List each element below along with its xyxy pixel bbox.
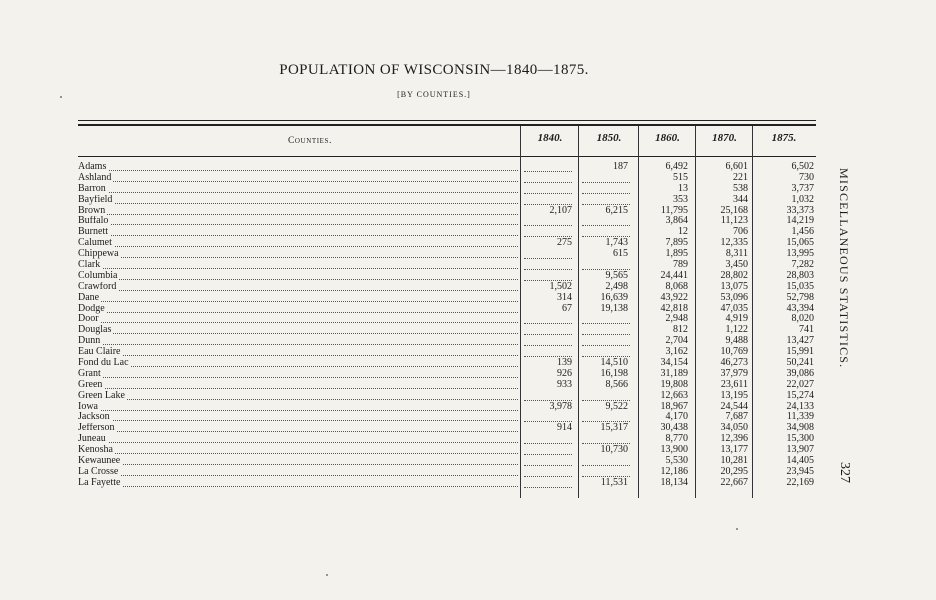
- empty-cell-leader: [582, 195, 630, 205]
- population-cell: 14,405: [786, 455, 814, 467]
- county-name-cell: [78, 391, 520, 402]
- paper-speck: [326, 574, 328, 576]
- population-cell: 9,522: [605, 400, 628, 412]
- population-cell: 43,922: [660, 291, 688, 303]
- population-cell: 25,168: [720, 204, 748, 216]
- population-cell: 1,122: [725, 324, 748, 336]
- top-rule: [78, 120, 816, 121]
- table-row: [78, 271, 818, 282]
- population-cell: 730: [799, 171, 814, 183]
- table-row: [78, 216, 818, 227]
- population-cell: 28,803: [786, 269, 814, 281]
- page-title: POPULATION OF WISCONSIN—1840—1875.: [279, 62, 589, 78]
- empty-cell-leader: [582, 184, 630, 194]
- county-name-cell: [78, 206, 520, 217]
- population-cell: 24,441: [660, 269, 688, 281]
- empty-cell-leader: [524, 478, 572, 488]
- table-row: [78, 195, 818, 206]
- table-row: [78, 478, 818, 489]
- county-name-cell: [78, 467, 520, 478]
- county-name-cell: [78, 216, 520, 227]
- table-row: [78, 173, 818, 184]
- header-year-1870: 1870.: [712, 132, 737, 144]
- header-year-1840: 1840.: [537, 132, 563, 144]
- population-cell: 15,317: [600, 422, 628, 434]
- population-cell: 13,195: [720, 389, 748, 401]
- population-cell: 13,900: [660, 444, 688, 456]
- empty-cell-leader: [524, 227, 572, 237]
- county-name: Dodge: [78, 303, 105, 314]
- header-year-1850: 1850.: [596, 132, 622, 144]
- population-cell: 314: [557, 291, 572, 303]
- population-cell: 18,967: [660, 400, 688, 412]
- county-name-cell: [78, 478, 520, 489]
- population-cell: 933: [557, 378, 572, 390]
- empty-cell-leader: [582, 314, 630, 324]
- top-rule-thick: [78, 124, 816, 126]
- empty-cell-leader: [524, 467, 572, 477]
- county-name-cell: [78, 314, 520, 325]
- population-cell: 10,769: [720, 346, 748, 358]
- paper-speck: [60, 96, 62, 98]
- population-cell: 3,162: [665, 346, 688, 358]
- table-row: [78, 282, 818, 293]
- empty-cell-leader: [524, 391, 572, 401]
- county-name: Jefferson: [78, 423, 115, 434]
- population-cell: 741: [799, 324, 814, 336]
- table-row: [78, 402, 818, 413]
- population-cell: 13,075: [720, 280, 748, 292]
- population-cell: 14,510: [600, 357, 628, 369]
- population-cell: 13: [678, 182, 688, 194]
- population-cell: 22,027: [786, 378, 814, 390]
- county-name: Dunn: [78, 336, 101, 347]
- paper-speck: [736, 528, 738, 530]
- county-name: Calumet: [78, 238, 112, 249]
- county-name: Douglas: [78, 325, 112, 336]
- table-row: [78, 260, 818, 271]
- county-name-cell: [78, 402, 520, 413]
- population-cell: 31,189: [660, 367, 688, 379]
- empty-cell-leader: [524, 412, 572, 422]
- population-cell: 789: [673, 259, 688, 271]
- population-cell: 6,502: [791, 161, 814, 172]
- population-cell: 18,134: [660, 476, 688, 488]
- population-cell: 1,502: [549, 280, 572, 292]
- county-name-cell: [78, 456, 520, 467]
- population-cell: 16,198: [600, 367, 628, 379]
- population-cell: 13,177: [720, 444, 748, 456]
- county-name-cell: [78, 162, 520, 173]
- county-name-cell: [78, 412, 520, 423]
- population-cell: 615: [613, 248, 628, 260]
- county-name-cell: [78, 423, 520, 434]
- population-cell: 24,133: [786, 400, 814, 412]
- table-row: [78, 206, 818, 217]
- population-cell: 15,300: [786, 433, 814, 445]
- population-cell: 11,531: [600, 476, 628, 488]
- population-cell: 706: [733, 226, 748, 238]
- population-cell: 52,798: [786, 291, 814, 303]
- county-name: Brown: [78, 205, 106, 216]
- population-cell: 7,687: [725, 411, 748, 423]
- empty-cell-leader: [582, 325, 630, 335]
- county-name: Bayfield: [78, 194, 113, 205]
- county-name: Juneau: [78, 434, 106, 445]
- population-cell: 19,138: [600, 302, 628, 314]
- county-name-cell: [78, 282, 520, 293]
- population-cell: 353: [673, 193, 688, 205]
- population-cell: 24,544: [720, 400, 748, 412]
- population-cell: 275: [557, 237, 572, 249]
- county-name: Ashland: [78, 172, 112, 183]
- county-name: Crawford: [78, 281, 117, 292]
- empty-cell-leader: [582, 216, 630, 226]
- population-cell: 2,107: [549, 204, 572, 216]
- population-cell: 28,802: [720, 269, 748, 281]
- empty-cell-leader: [524, 434, 572, 444]
- population-cell: 46,273: [720, 357, 748, 369]
- county-name-cell: [78, 347, 520, 358]
- population-cell: 53,096: [720, 291, 748, 303]
- empty-cell-leader: [524, 216, 572, 226]
- empty-cell-leader: [524, 347, 572, 357]
- table-row: [78, 227, 818, 238]
- table-row: [78, 412, 818, 423]
- table-row: [78, 249, 818, 260]
- population-cell: 12,186: [660, 465, 688, 477]
- population-cell: 42,818: [660, 302, 688, 314]
- population-cell: 3,864: [665, 215, 688, 227]
- county-name: Iowa: [78, 401, 98, 412]
- empty-cell-leader: [582, 456, 630, 466]
- population-cell: 7,895: [665, 237, 688, 249]
- population-cell: 187: [613, 161, 628, 172]
- empty-cell-leader: [524, 184, 572, 194]
- population-cell: 8,770: [665, 433, 688, 445]
- county-name: Clark: [78, 260, 101, 271]
- county-name: La Fayette: [78, 477, 121, 488]
- county-name-cell: [78, 184, 520, 195]
- population-cell: 7,282: [791, 259, 814, 271]
- table-row: [78, 369, 818, 380]
- county-name: La Crosse: [78, 466, 119, 477]
- empty-cell-leader: [582, 260, 630, 270]
- table-row: [78, 325, 818, 336]
- county-name-cell: [78, 249, 520, 260]
- empty-cell-leader: [582, 227, 630, 237]
- population-cell: 6,601: [725, 161, 748, 172]
- population-cell: 8,311: [725, 248, 748, 260]
- empty-cell-leader: [582, 391, 630, 401]
- population-cell: 19,808: [660, 378, 688, 390]
- county-name: Green Lake: [78, 390, 125, 401]
- population-cell: 47,035: [720, 302, 748, 314]
- population-cell: 14,219: [786, 215, 814, 227]
- header-counties: Counties.: [287, 136, 333, 146]
- population-cell: 13,907: [786, 444, 814, 456]
- population-cell: 16,639: [600, 291, 628, 303]
- county-name: Grant: [78, 368, 101, 379]
- population-cell: 1,895: [665, 248, 688, 260]
- population-cell: 10,281: [720, 455, 748, 467]
- empty-cell-leader: [582, 467, 630, 477]
- county-name-cell: [78, 173, 520, 184]
- county-name-cell: [78, 271, 520, 282]
- population-cell: 20,295: [720, 465, 748, 477]
- county-name: Eau Claire: [78, 347, 121, 358]
- population-cell: 2,704: [665, 335, 688, 347]
- table-row: [78, 423, 818, 434]
- population-cell: 13,995: [786, 248, 814, 260]
- population-cell: 1,032: [791, 193, 814, 205]
- table-row: [78, 293, 818, 304]
- page-number: 327: [837, 462, 852, 483]
- population-cell: 12: [678, 226, 688, 238]
- empty-cell-leader: [524, 249, 572, 259]
- population-cell: 515: [673, 171, 688, 183]
- population-cell: 23,611: [720, 378, 748, 390]
- population-cell: 1,743: [605, 237, 628, 249]
- county-name: Dane: [78, 292, 100, 303]
- county-name-cell: [78, 380, 520, 391]
- county-name-cell: [78, 195, 520, 206]
- population-cell: 67: [562, 302, 572, 314]
- population-cell: 22,169: [786, 476, 814, 488]
- population-cell: 23,945: [786, 465, 814, 477]
- empty-cell-leader: [524, 173, 572, 183]
- population-cell: 37,979: [720, 367, 748, 379]
- population-cell: 8,566: [605, 378, 628, 390]
- empty-cell-leader: [524, 445, 572, 455]
- population-cell: 50,241: [786, 357, 814, 369]
- county-name: Burnett: [78, 227, 108, 238]
- population-cell: 3,978: [549, 400, 572, 412]
- header-year-1875: 1875.: [771, 132, 797, 144]
- county-name: Kewaunee: [78, 456, 121, 467]
- population-cell: 15,035: [786, 280, 814, 292]
- population-cell: 43,394: [786, 302, 814, 314]
- population-cell: 34,050: [720, 422, 748, 434]
- population-cell: 2,948: [665, 313, 688, 325]
- county-name: Green: [78, 379, 103, 390]
- population-cell: 15,991: [786, 346, 814, 358]
- county-name-cell: [78, 434, 520, 445]
- population-cell: 1,456: [791, 226, 814, 238]
- table-row: [78, 434, 818, 445]
- population-cell: 139: [557, 357, 572, 369]
- table-row: [78, 456, 818, 467]
- table-row: [78, 445, 818, 456]
- empty-cell-leader: [524, 195, 572, 205]
- table-row: [78, 358, 818, 369]
- county-name-cell: [78, 325, 520, 336]
- county-name: Chippewa: [78, 249, 119, 260]
- population-cell: 11,795: [660, 204, 688, 216]
- population-cell: 13,427: [786, 335, 814, 347]
- county-name: Door: [78, 314, 99, 325]
- header-year-1860: 1860.: [655, 132, 680, 144]
- side-running-title: MISCELLANEOUS STATISTICS.: [837, 168, 851, 369]
- county-name: Buffalo: [78, 216, 109, 227]
- header-rule: [78, 156, 816, 157]
- county-name: Fond du Lac: [78, 358, 129, 369]
- population-cell: 344: [733, 193, 748, 205]
- population-cell: 15,065: [786, 237, 814, 249]
- county-name-cell: [78, 445, 520, 456]
- population-cell: 221: [733, 171, 748, 183]
- empty-cell-leader: [524, 162, 572, 172]
- population-cell: 4,170: [665, 411, 688, 423]
- empty-cell-leader: [582, 336, 630, 346]
- population-cell: 926: [557, 367, 572, 379]
- empty-cell-leader: [582, 412, 630, 422]
- population-cell: 538: [733, 182, 748, 194]
- empty-cell-leader: [524, 325, 572, 335]
- empty-cell-leader: [524, 260, 572, 270]
- empty-cell-leader: [582, 347, 630, 357]
- population-cell: 4,919: [725, 313, 748, 325]
- population-cell: 812: [673, 324, 688, 336]
- table-row: [78, 467, 818, 478]
- table-row: [78, 347, 818, 358]
- table-row: [78, 238, 818, 249]
- county-name-cell: [78, 260, 520, 271]
- population-cell: 34,154: [660, 357, 688, 369]
- empty-cell-leader: [524, 336, 572, 346]
- county-name-cell: [78, 358, 520, 369]
- county-name: Columbia: [78, 270, 118, 281]
- population-cell: 914: [557, 422, 572, 434]
- population-cell: 22,667: [720, 476, 748, 488]
- population-cell: 9,488: [725, 335, 748, 347]
- empty-cell-leader: [524, 456, 572, 466]
- county-name-cell: [78, 304, 520, 315]
- population-cell: 6,492: [665, 161, 688, 172]
- population-cell: 9,565: [605, 269, 628, 281]
- table-row: [78, 336, 818, 347]
- population-cell: 10,730: [600, 444, 628, 456]
- empty-cell-leader: [524, 271, 572, 281]
- county-name-cell: [78, 238, 520, 249]
- empty-cell-leader: [582, 173, 630, 183]
- population-cell: 12,396: [720, 433, 748, 445]
- county-table: [78, 162, 818, 489]
- county-name-cell: [78, 369, 520, 380]
- population-cell: 8,068: [665, 280, 688, 292]
- population-cell: 34,908: [786, 422, 814, 434]
- county-name: Adams: [78, 162, 107, 172]
- population-cell: 8,020: [791, 313, 814, 325]
- population-cell: 3,450: [725, 259, 748, 271]
- county-name-cell: [78, 336, 520, 347]
- county-name: Barron: [78, 183, 106, 194]
- population-cell: 33,373: [786, 204, 814, 216]
- table-row: [78, 391, 818, 402]
- population-cell: 39,086: [786, 367, 814, 379]
- population-cell: 2,498: [605, 280, 628, 292]
- population-cell: 12,335: [720, 237, 748, 249]
- county-name: Jackson: [78, 412, 110, 423]
- county-name-cell: [78, 293, 520, 304]
- population-cell: 30,438: [660, 422, 688, 434]
- table-row: [78, 184, 818, 195]
- population-cell: 11,123: [720, 215, 748, 227]
- population-cell: 3,737: [791, 182, 814, 194]
- empty-cell-leader: [524, 314, 572, 324]
- county-name-cell: [78, 227, 520, 238]
- table-row: [78, 380, 818, 391]
- population-cell: 15,274: [786, 389, 814, 401]
- page-subtitle: [BY COUNTIES.]: [397, 90, 471, 99]
- table-row: [78, 304, 818, 315]
- table-row: [78, 314, 818, 325]
- population-cell: 6,215: [605, 204, 628, 216]
- county-name: Kenosha: [78, 445, 113, 456]
- table-row: [78, 162, 818, 173]
- population-cell: 5,530: [665, 455, 688, 467]
- population-cell: 12,663: [660, 389, 688, 401]
- population-cell: 11,339: [786, 411, 814, 423]
- empty-cell-leader: [582, 434, 630, 444]
